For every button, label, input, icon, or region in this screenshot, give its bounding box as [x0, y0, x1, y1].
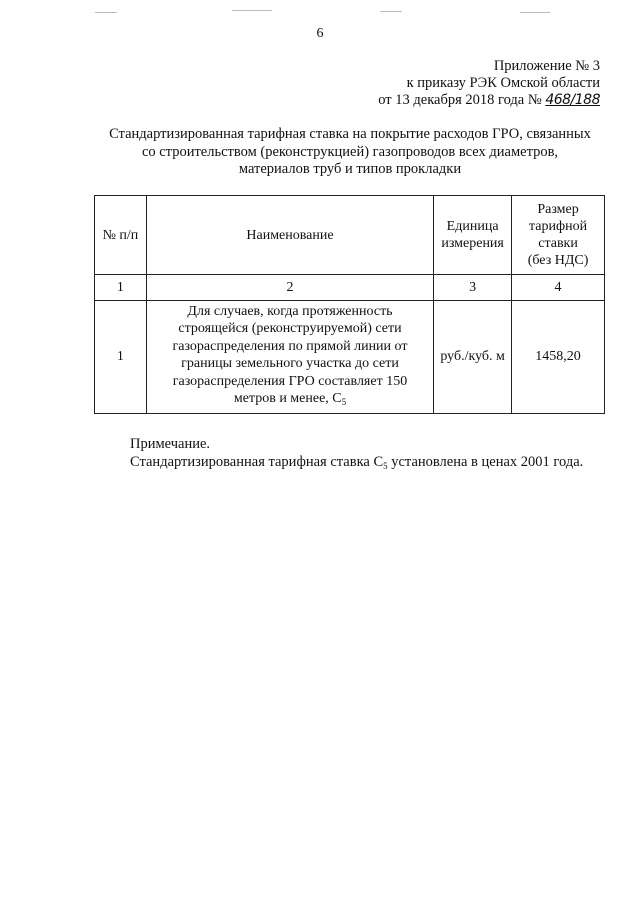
- header-unit: [434, 196, 512, 275]
- row-unit: руб./куб. м: [434, 301, 512, 414]
- scan-speck: [380, 11, 402, 12]
- row-name-line: газораспределения по прямой линии от: [172, 338, 408, 354]
- row-name-line: границы земельного участка до сети: [181, 356, 399, 371]
- row-name-line: газораспределения ГРО составляет 150: [172, 373, 408, 389]
- note-heading: Примечание.: [130, 436, 211, 452]
- header-rate: [512, 196, 605, 275]
- appendix-line-3: [378, 92, 600, 109]
- column-number: 1: [95, 275, 147, 301]
- header-rate-line-1: Размер: [537, 202, 579, 217]
- handwritten-order-number: 468/188: [545, 92, 600, 108]
- note-text-end: установлена в ценах 2001 года.: [387, 453, 584, 470]
- header-rate-line-4: (без НДС): [527, 253, 589, 268]
- scan-speck: [232, 10, 272, 11]
- row-name-line: [151, 390, 429, 412]
- document-title: [90, 126, 610, 179]
- row-name-line: строящейся (реконструируемой) сети: [178, 321, 402, 336]
- scan-speck: [95, 12, 117, 13]
- table-row: [95, 301, 605, 414]
- column-number: 2: [146, 275, 433, 301]
- header-num: № п/п: [95, 196, 147, 275]
- row-name-subscript: 5: [341, 397, 347, 407]
- header-unit-line-1: Единица: [446, 219, 499, 234]
- appendix-line-2: к приказу РЭК Омской области: [406, 75, 600, 91]
- column-number: 3: [434, 275, 512, 301]
- column-number-row: [95, 275, 605, 301]
- note-text-start: Стандартизированная тарифная ставка C: [130, 453, 384, 470]
- row-name-line: Для случаев, когда протяженность: [187, 303, 393, 319]
- note-block: [130, 436, 583, 475]
- appendix-header: [378, 58, 600, 109]
- appendix-line-1: Приложение № 3: [493, 58, 600, 74]
- title-line-2: со строительством (реконструкцией) газопроводов всех диаметров,: [141, 143, 559, 160]
- page-number: 6: [316, 26, 324, 41]
- row-name: [146, 301, 433, 414]
- header-rate-line-3: ставки: [538, 236, 578, 251]
- header-name: Наименование: [146, 196, 433, 275]
- row-name-last-line: метров и менее, C: [233, 391, 342, 406]
- tariff-table: [94, 195, 605, 414]
- header-rate-line-2: тарифной: [529, 219, 588, 234]
- scan-speck: [520, 12, 550, 13]
- note-text: [130, 454, 583, 476]
- table-header-row: [95, 196, 605, 275]
- appendix-date: от 13 декабря 2018 года №: [378, 92, 546, 108]
- column-number: 4: [512, 275, 605, 301]
- title-line-1: Стандартизированная тарифная ставка на покрытие расходов ГРО, связанных: [109, 126, 591, 142]
- row-rate: 1458,20: [512, 301, 605, 414]
- row-num: 1: [95, 301, 147, 414]
- header-unit-line-2: измерения: [441, 236, 504, 251]
- title-line-3: материалов труб и типов прокладки: [238, 161, 462, 177]
- note-subscript: 5: [383, 460, 388, 471]
